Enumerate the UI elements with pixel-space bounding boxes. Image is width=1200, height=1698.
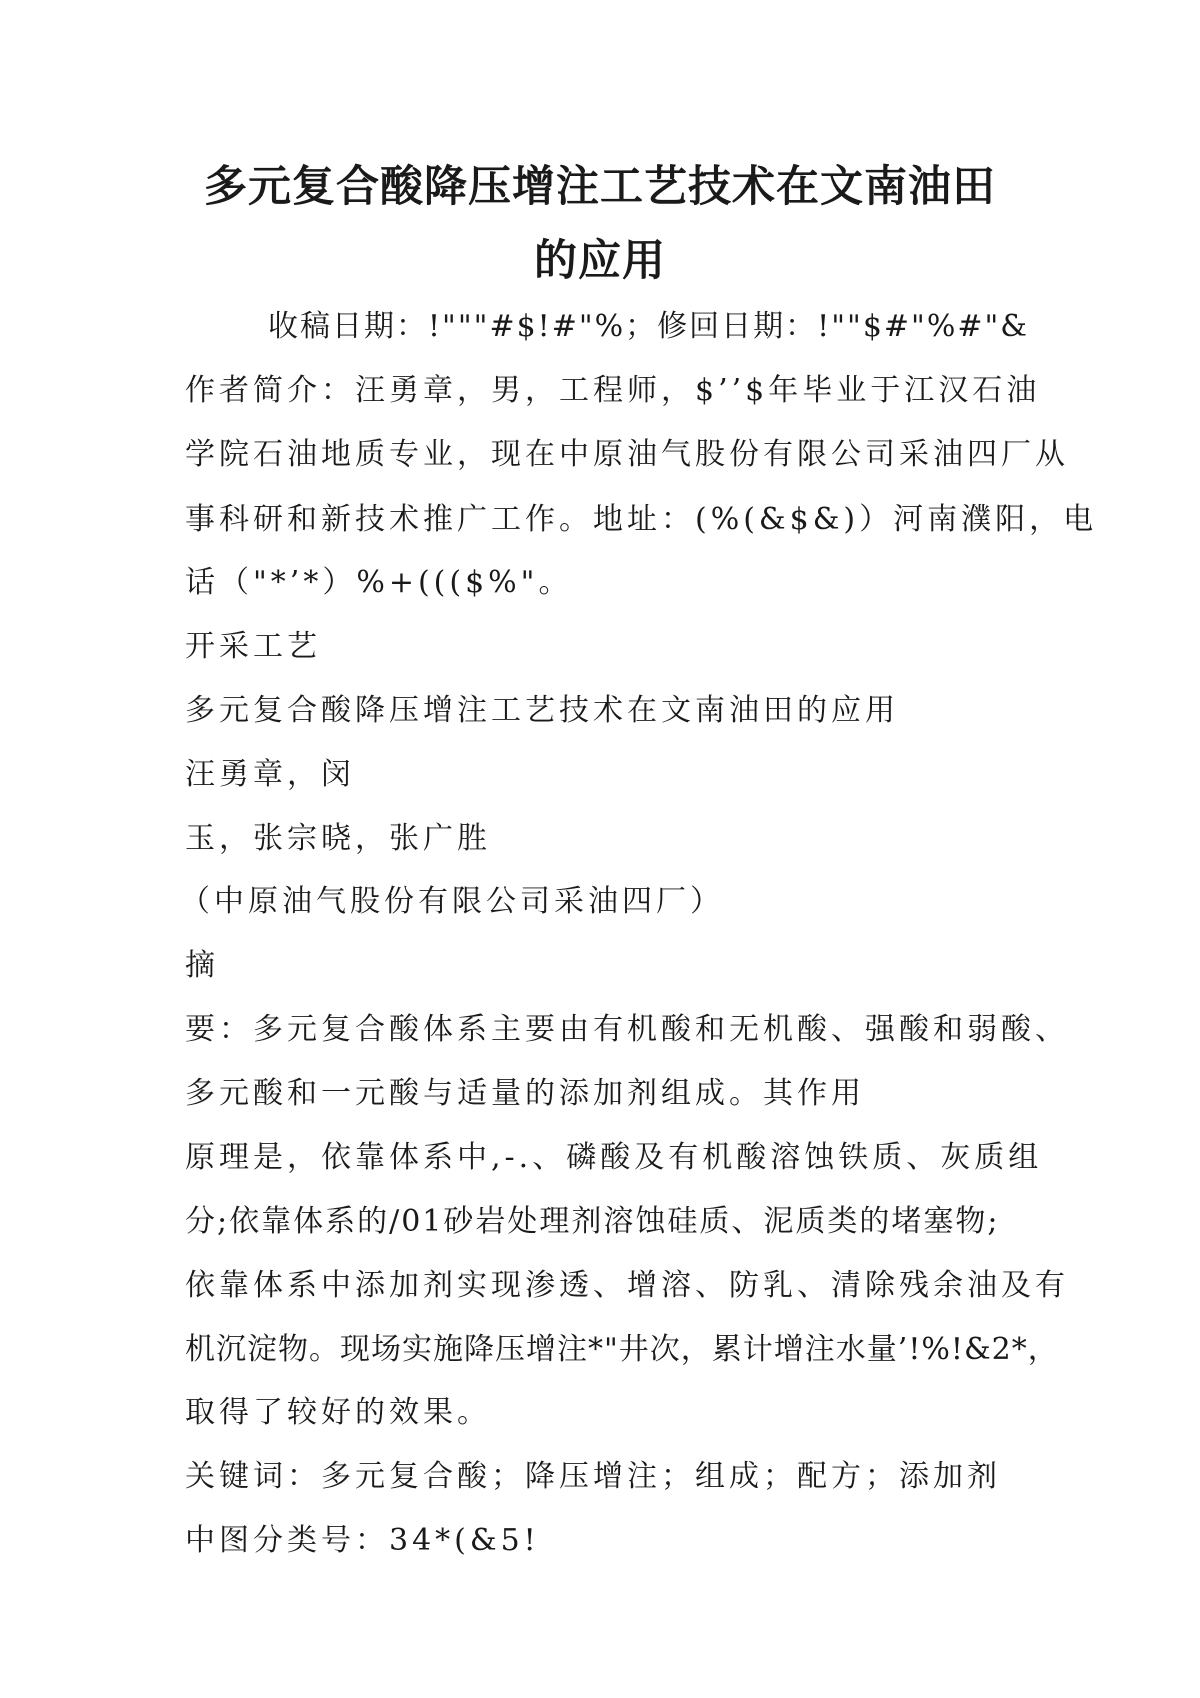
abstract-line-1: 要：多元复合酸体系主要由有机酸和无机酸、强酸和弱酸、 <box>185 1012 1069 1047</box>
author-bio-line-1: 作者简介：汪勇章，男，工程师，$’’$年毕业于江汉石油 <box>185 373 1041 408</box>
abstract-line-2: 多元酸和一元酸与适量的添加剂组成。其作用 <box>185 1076 865 1111</box>
title-line-1: 多元复合酸降压增注工艺技术在文南油田 <box>204 162 996 212</box>
article-title-repeat: 多元复合酸降压增注工艺技术在文南油田的应用 <box>185 693 899 728</box>
abstract-line-7: 取得了较好的效果。 <box>185 1395 491 1430</box>
author-bio-line-4: 话（"*’*）%+((($%"。 <box>185 565 573 600</box>
abstract-line-4: 分;依靠体系的/01砂岩处理剂溶蚀硅质、泥质类的堵塞物; <box>185 1204 1000 1239</box>
section-label: 开采工艺 <box>185 629 321 664</box>
title-line-2: 的应用 <box>534 236 666 286</box>
abstract-heading: 摘 <box>185 948 219 983</box>
classification-line: 中图分类号：34*(&5! <box>185 1523 540 1558</box>
keywords-line: 关键词：多元复合酸；降压增注；组成；配方；添加剂 <box>185 1459 1001 1494</box>
affiliation-line: （中原油气股份有限公司采油四厂） <box>180 884 724 919</box>
abstract-line-5: 依靠体系中添加剂实现渗透、增溶、防乳、清除残余油及有 <box>185 1268 1069 1303</box>
dates-line: 收稿日期：!"""#$!#"%；修回日期：!""$#"%#"& <box>268 309 1029 344</box>
author-bio-line-2: 学院石油地质专业，现在中原油气股份有限公司采油四厂从 <box>185 437 1069 472</box>
author-bio-line-3: 事科研和新技术推广工作。地址：(%(&$&)）河南濮阳，电 <box>185 502 1098 537</box>
authors-line-2: 玉，张宗晓，张广胜 <box>185 821 491 856</box>
abstract-line-3: 原理是，依靠体系中,-.、磷酸及有机酸溶蚀铁质、灰质组 <box>185 1140 1043 1175</box>
authors-line-1: 汪勇章，闵 <box>185 757 355 792</box>
abstract-line-6: 机沉淀物。现场实施降压增注*"井次，累计增注水量’!%!&2*， <box>185 1332 1059 1367</box>
